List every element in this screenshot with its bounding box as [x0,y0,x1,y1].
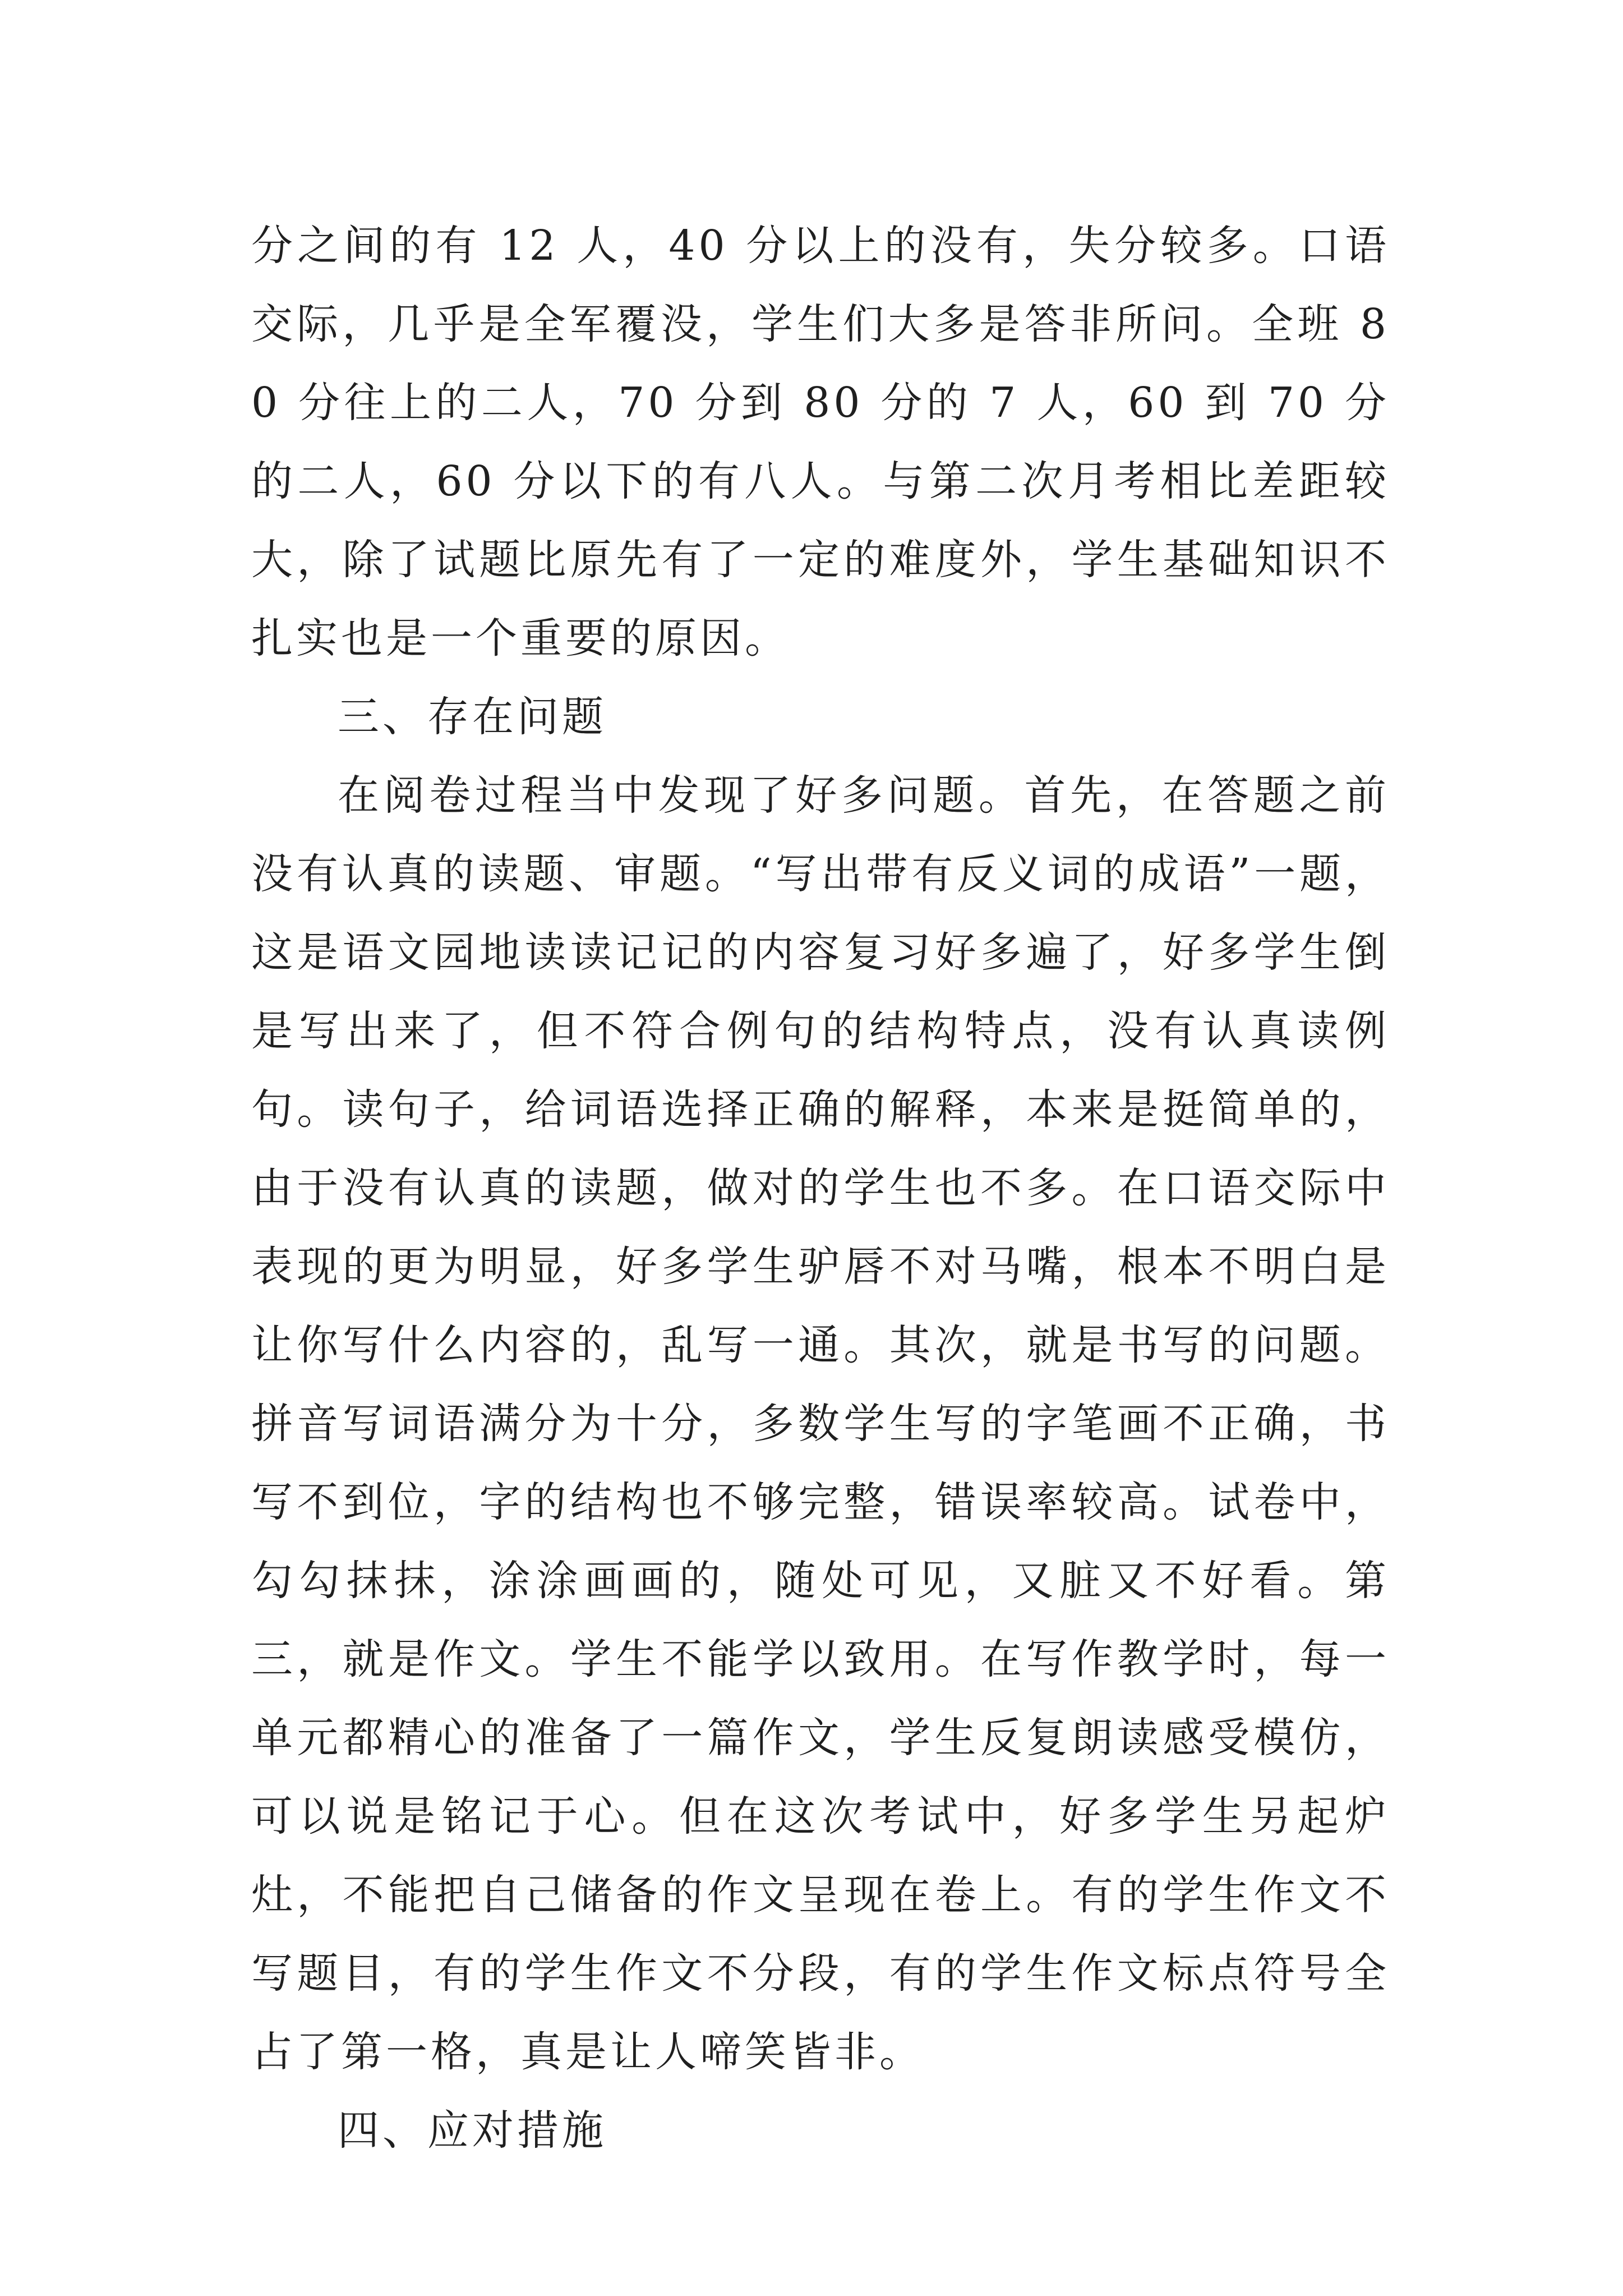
paragraph-problems-detail: 在阅卷过程当中发现了好多问题。首先，在答题之前没有认真的读题、审题。“写出带有反义词的成语”一题，这是语文园地读读记记的内容复习好多遍了，好多学生倒是写出来了，但不符合例句的结构特点，没有认真读例句。读句子，给词语选择正确的解释，本来是挺简单的，由于没有认真的读题，做对的学生也不多。在口语交际中表现的更为明显，好多学生驴唇不对马嘴，根本不明白是让你写什么内容的，乱写一通。其次，就是书写的问题。拼音写词语满分为十分，多数学生写的字笔画不正确，书写不到位，字的结构也不够完整，错误率较高。试卷中， 勾勾抹抹，涂涂画画的，随处可见，又脏又不好看。第三，就是作文。学生不能学以致用。在写作教学时，每一单元都精心的准备了一篇作文，学生反复朗读感受模仿，可以说是铭记于心。但在这次考试中，好多学生另起炉灶，不能把自己储备的作文呈现在卷上。有的学生作文不写题目，有的学生作文不分段，有的学生作文标点符号全占了第一格，真是让人啼笑皆非。 [251,771,1390,2076]
paragraph-score-analysis: 分之间的有 12 人，40 分以上的没有，失分较多。口语交际，几乎是全军覆没，学生们大多是答非所问。全班 80 分往上的二人，70 分到 80 分的 7 人，60 到 70 分的二人，60 分以下的有八人。与第二次月考相比差距较大，除了试题比原先有了一定的难度外，学生基础知识不扎实也是一个重要的原因。 [251,222,1390,662]
section-heading-existing-problems: 三、存在问题 [338,693,607,741]
document-body [251,206,1390,2170]
section-heading-countermeasures: 四、应对措施 [338,2106,607,2155]
